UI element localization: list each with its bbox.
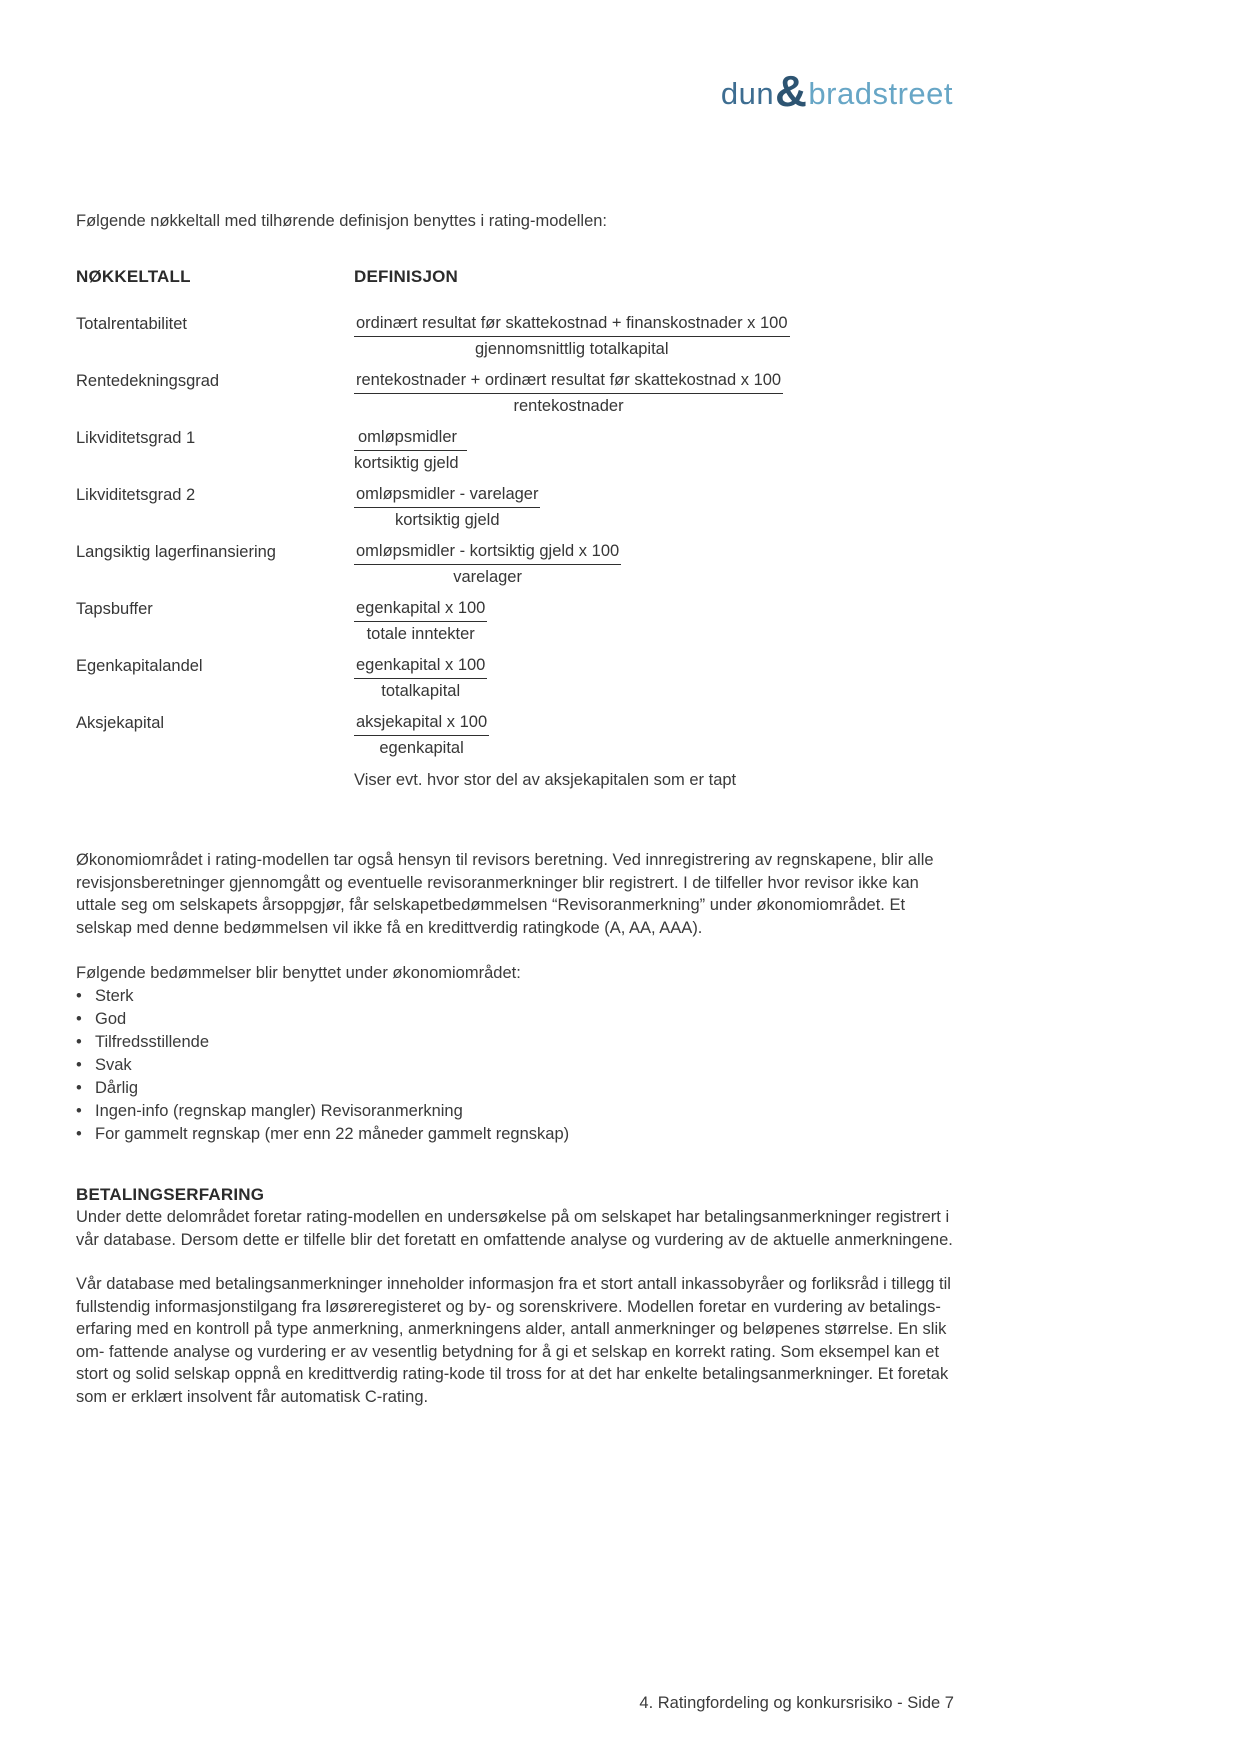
list-item-label: Tilfredsstillende xyxy=(95,1033,210,1051)
list-item xyxy=(76,1077,954,1100)
definition-fraction xyxy=(354,427,467,474)
list-item-label: For gammelt regnskap (mer enn 22 måneder gammelt regnskap) xyxy=(95,1125,570,1143)
intro-text: Følgende nøkkeltall med tilhørende definisjon benyttes i rating-modellen: xyxy=(76,212,608,230)
page-content xyxy=(76,210,954,1408)
list-item-label: Svak xyxy=(95,1056,132,1074)
fraction-denominator: kortsiktig gjeld xyxy=(354,453,459,472)
fraction-denominator: totalkapital xyxy=(381,681,461,700)
table-row xyxy=(76,313,954,360)
bullet-icon: • xyxy=(76,987,82,1005)
page-footer: 4. Ratingfordeling og konkursrisiko - Side 7 xyxy=(639,1694,954,1712)
economy-paragraph: Økonomiområdet i rating-modellen tar også hensyn til revisors beretning. Ved innregistrering av regnskapene, blir alle revisjonsberetninger gjennomgått og eventuelle revisoranmerkninger blir registrert. I de tilfeller hvor revisor ikke kan uttale seg om selskapets årsoppgjør, får selskapetbedømmelsen “Revisoranmerkning” under økonomiområdet. Et selskap med denne bedømmelsen vil ikke få en kredittverdig ratingkode (A, AA, AAA). xyxy=(76,851,934,937)
betalingserfaring-section xyxy=(76,1185,954,1408)
bullet-icon: • xyxy=(76,1010,82,1028)
section-heading: BETALINGSERFARING xyxy=(76,1185,265,1204)
fraction-numerator: ordinært resultat før skattekostnad + finanskostnader x 100 xyxy=(354,313,790,337)
list-item xyxy=(76,1008,954,1031)
table-header-row xyxy=(76,267,954,287)
definition-fraction xyxy=(354,313,790,360)
logo-text-dun: dun xyxy=(720,76,775,111)
aksjekapital-note: Viser evt. hvor stor del av aksjekapitalen som er tapt xyxy=(354,770,737,789)
bullet-icon: • xyxy=(76,1125,82,1143)
ampersand-icon: & xyxy=(775,67,808,116)
fraction-denominator: varelager xyxy=(453,567,522,586)
list-item xyxy=(76,1123,954,1146)
list-item xyxy=(76,1100,954,1123)
fraction-numerator: omløpsmidler - kortsiktig gjeld x 100 xyxy=(354,541,621,565)
key-figure-label: Totalrentabilitet xyxy=(76,314,187,333)
table-row xyxy=(76,541,954,588)
fraction-numerator: egenkapital x 100 xyxy=(354,598,487,622)
definition-fraction xyxy=(354,655,487,702)
column-header-definisjon: DEFINISJON xyxy=(354,266,459,286)
key-figures-table xyxy=(76,267,954,792)
dun-bradstreet-logo xyxy=(720,67,953,116)
list-item-label: Sterk xyxy=(95,987,134,1005)
list-item xyxy=(76,1054,954,1077)
table-row xyxy=(76,598,954,645)
fraction-numerator: aksjekapital x 100 xyxy=(354,712,489,736)
assessments-intro: Følgende bedømmelser blir benyttet under økonomiområdet: xyxy=(76,964,521,982)
key-figure-label: Aksjekapital xyxy=(76,713,165,732)
key-figure-label: Rentedekningsgrad xyxy=(76,371,220,390)
fraction-denominator: rentekostnader xyxy=(513,396,624,415)
key-figure-label: Langsiktig lagerfinansiering xyxy=(76,542,276,561)
fraction-denominator: gjennomsnittlig totalkapital xyxy=(474,339,669,358)
bullet-icon: • xyxy=(76,1033,82,1051)
definition-fraction xyxy=(354,370,783,417)
definition-fraction xyxy=(354,712,489,759)
list-item-label: Ingen-info (regnskap mangler) Revisoranmerkning xyxy=(95,1102,463,1120)
column-header-nokkeltall: NØKKELTALL xyxy=(76,266,191,286)
betalingserfaring-paragraph-1: Under dette delområdet foretar rating-modellen en undersøkelse på om selskapet har betalingsanmerkninger registrert i vår database. Dersom dette er tilfelle blir det foretatt en omfattende analyse og vurdering av de aktuelle anmerkningene. xyxy=(76,1208,953,1249)
fraction-numerator: omløpsmidler xyxy=(354,427,467,451)
table-row xyxy=(76,484,954,531)
table-note-spacer xyxy=(76,769,354,792)
assessments-list xyxy=(76,985,954,1146)
key-figure-label: Likviditetsgrad 1 xyxy=(76,428,196,447)
list-item-label: Dårlig xyxy=(95,1079,139,1097)
definition-fraction xyxy=(354,598,487,645)
definition-fraction xyxy=(354,484,540,531)
fraction-numerator: egenkapital x 100 xyxy=(354,655,487,679)
fraction-denominator: kortsiktig gjeld xyxy=(394,510,500,529)
definition-fraction xyxy=(354,541,621,588)
betalingserfaring-paragraph-2: Vår database med betalingsanmerkninger inneholder informasjon fra et stort antall inkassobyråer og forliksråd i tillegg til fullstendig informasjonstilgang fra løsøreregisteret og by- og sorenskrivere. Modellen foretar en vurdering av betalings- erfaring med en kontroll på type anmerkning, anmerkningens alder, antall anmerkninger og beløpenes størrelse. En slik om- fattende analyse og vurdering er av vesentlig betydning for å gi et selskap en korrekt rating. Som eksempel kan et stort og solid selskap oppnå en kredittverdig rating-kode til tross for at det har enkelte betalingsanmerkninger. Et foretak som er erklært insolvent får automatisk C-rating. xyxy=(76,1275,951,1406)
key-figure-label: Tapsbuffer xyxy=(76,599,153,618)
bullet-icon: • xyxy=(76,1079,82,1097)
table-row xyxy=(76,427,954,474)
table-row xyxy=(76,655,954,702)
key-figure-label: Likviditetsgrad 2 xyxy=(76,485,196,504)
table-note-row xyxy=(76,769,954,792)
list-item xyxy=(76,985,954,1008)
list-item xyxy=(76,1031,954,1054)
bullet-icon: • xyxy=(76,1056,82,1074)
key-figure-label: Egenkapitalandel xyxy=(76,656,203,675)
table-row xyxy=(76,370,954,417)
fraction-numerator: rentekostnader + ordinært resultat før skattekostnad x 100 xyxy=(354,370,783,394)
fraction-denominator: egenkapital xyxy=(379,738,464,757)
table-row xyxy=(76,712,954,759)
logo-text-bradstreet: bradstreet xyxy=(808,76,953,111)
assessments-section xyxy=(76,962,954,1146)
bullet-icon: • xyxy=(76,1102,82,1120)
list-item-label: God xyxy=(95,1010,127,1028)
fraction-numerator: omløpsmidler - varelager xyxy=(354,484,540,508)
fraction-denominator: totale inntekter xyxy=(366,624,475,643)
